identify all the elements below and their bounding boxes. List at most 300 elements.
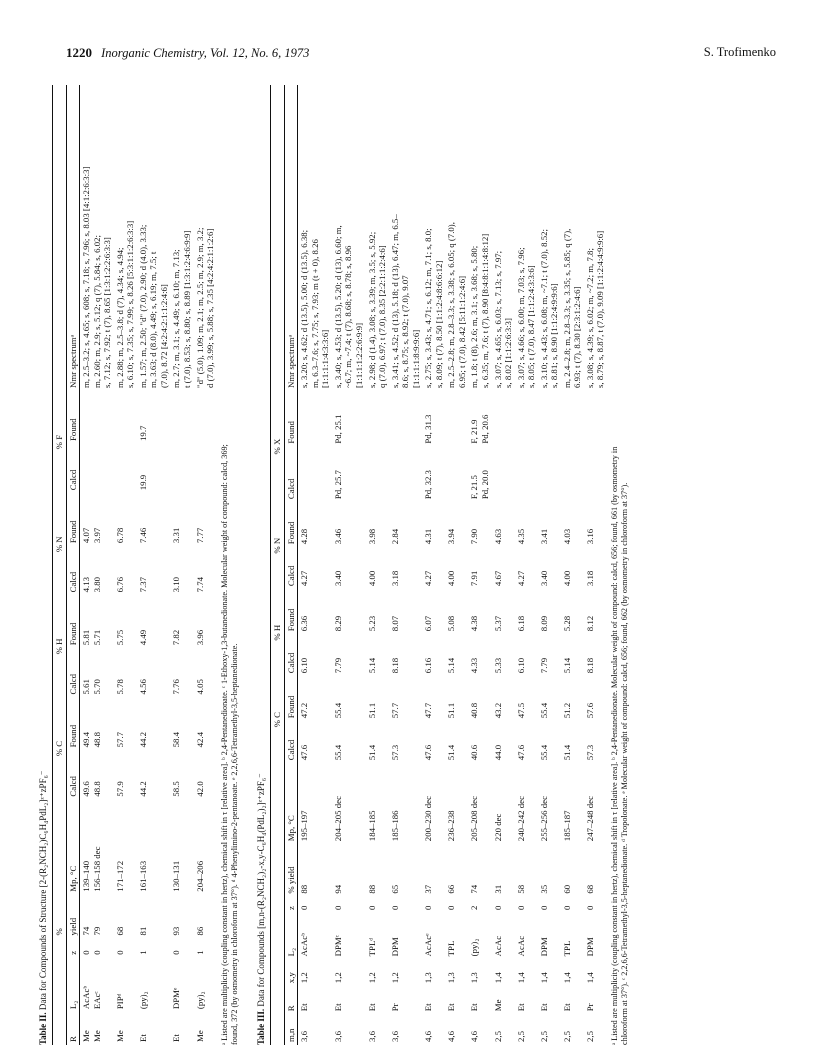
table-3-cell: 57.3 xyxy=(389,744,400,761)
table-3-cell: 4.27 xyxy=(423,570,434,587)
table-3-column-header: Calcd xyxy=(285,652,296,674)
table-3-cell: 55.4 xyxy=(332,702,343,719)
table-3-cell: 3.41 xyxy=(538,528,549,545)
table-3-cell: AcAcᵇ xyxy=(299,933,310,957)
table-3-column-header: z xyxy=(285,906,296,911)
table-2-caption xyxy=(38,85,49,1045)
table-3-cell: Et xyxy=(332,1003,343,1012)
table-3-cell xyxy=(584,391,607,447)
table-2-column-header: Found xyxy=(67,622,78,646)
table-3-row xyxy=(492,85,515,1045)
table-3-row xyxy=(515,85,538,1045)
table-2-cell xyxy=(80,391,114,444)
table-3-cell: 55.4 xyxy=(538,702,549,719)
table-3-cell: 58 xyxy=(515,884,526,894)
table-2-cell xyxy=(170,444,193,493)
table-3-cell: Pd, 32.3 xyxy=(423,470,434,500)
table-2-column-header: z xyxy=(67,950,78,955)
table-3-cell: 4.67 xyxy=(492,570,503,587)
table-3-cell: 247–248 dec xyxy=(584,796,595,842)
table-3-cell: 0 xyxy=(515,905,526,911)
table-3-cell xyxy=(445,447,468,503)
table-3-cell: 57.7 xyxy=(389,702,400,719)
table-3-cell: 5.37 xyxy=(492,615,503,632)
table-3-cell: 240–242 dec xyxy=(515,796,526,842)
table-3-cell: s, 3.07; s, 4.66; s, 6.00; m, 7.03; s, 7.96; s, 8.05; t (7.0), 8.47 [1:1:2:4:3:3:6] xyxy=(515,247,537,388)
table-3-column-header: x,y xyxy=(285,972,296,984)
table-2-cell: 139–140 156–158 dec xyxy=(81,846,102,892)
table-3-cell: 8.07 xyxy=(389,615,400,632)
table-3-cell: 0 xyxy=(492,905,503,911)
table-3-cell: 47.7 xyxy=(423,702,434,719)
table-3-cell: 51.1 xyxy=(366,702,377,719)
table-2-cell: m, 2.5–3.2; s, 4.65; s, 608; s, 7.18; s, 7.96; s, 8.03 [4:1:2:6:3:3] m, 2.60; m, 2.9; s, 5.12; q (7), 5.84; s, 6.02; s, 7.12; s, 7.92; t (7), 8.65 [1:3:1:2:2:6:3:3] xyxy=(81,166,113,388)
table-3-cell: 1,4 xyxy=(492,972,503,984)
table-3-row xyxy=(561,85,584,1045)
table-2-cell: 7.46 xyxy=(137,527,148,544)
table-3-cell: 35 xyxy=(538,884,549,894)
table-3-cell: 88 xyxy=(299,884,310,894)
table-2-cell: 171–172 xyxy=(114,860,125,892)
table-3-cell: 3.94 xyxy=(446,528,457,545)
table-3-cell: 0 xyxy=(423,905,434,911)
table-3-caption xyxy=(256,85,267,1045)
table-2-cell xyxy=(80,444,114,493)
table-3-cell: Pd, 31.3 xyxy=(423,414,434,444)
table-3-row xyxy=(445,85,468,1045)
table-3-group-n: % N xyxy=(272,537,283,554)
table-2-cell: 1 xyxy=(194,950,205,955)
table-3-cell: 200–230 dec xyxy=(423,796,434,842)
table-3-column-header: Found xyxy=(285,421,296,444)
table-3-cell: AcAcᵉ xyxy=(423,933,434,957)
table-3-cell: 3,6 xyxy=(299,1031,310,1042)
table-2-cell: Me xyxy=(114,1030,125,1042)
table-3-cell: 1,4 xyxy=(515,972,526,984)
table-3-cell: s, 3.41; s, 4.52; d (13), 5.18; d (13), 6.47; m, 6.5– 8.6; s, 8.75; s, 8.92; t (7.0), 9.07 [1:1:1:1:8:9:9:6] xyxy=(389,214,421,388)
table-3-cell: 4.63 xyxy=(492,528,503,545)
table-3-cell: Et xyxy=(423,1003,434,1012)
table-2-cell: 6.76 xyxy=(114,576,125,593)
table-3-cell: 0 xyxy=(561,905,572,911)
table-3-cell: s, 3.08; s, 4.39; s, 6.02; m, ~7.2; m, 7.8; s, 8.79; s, 8.87, t (7.0), 9.09 [1:1:2:4:4:9:9:6] xyxy=(584,230,606,388)
table-3-cell: 4.00 xyxy=(366,570,377,587)
table-3-column-header: L₂ xyxy=(285,947,296,957)
table-3-cell: 3.16 xyxy=(584,528,595,545)
table-2-row xyxy=(137,85,171,1045)
table-2-column-header: Found xyxy=(67,724,78,748)
running-head xyxy=(66,45,776,67)
table-3-cell: 1,4 xyxy=(584,972,595,984)
table-3-cell: 3.18 xyxy=(389,570,400,587)
table-3-cell: 2,5 xyxy=(561,1031,572,1042)
table-3-cell: 4,6 xyxy=(423,1031,434,1042)
table-3-cell: 3.46 xyxy=(332,528,343,545)
table-3-cell: 66 xyxy=(446,884,457,894)
table-2-cell: DPMᵉ xyxy=(171,987,182,1010)
table-3-cell: 1,3 xyxy=(446,972,457,984)
table-3-cell xyxy=(298,391,332,447)
table-3-cell: 44.0 xyxy=(492,744,503,761)
table-3-cell: 0 xyxy=(538,905,549,911)
table-3-cell: 236–238 xyxy=(446,810,457,842)
table-2-cell: 4.05 xyxy=(194,679,205,695)
table-3-grid xyxy=(270,85,607,1045)
table-3-cell: 255–256 dec xyxy=(538,796,549,842)
table-3-cell xyxy=(366,391,389,447)
table-3-cell: 6.10 xyxy=(515,657,526,674)
table-3-column-header: Nmr spectrumᵃ xyxy=(285,335,296,388)
table-3-cell: 8.29 xyxy=(332,615,343,632)
table-3-cell: Et xyxy=(446,1003,457,1012)
table-2-column-header: yield xyxy=(67,917,78,936)
table-3-cell: 6.18 xyxy=(515,615,526,632)
table-3-cell: 31 xyxy=(492,884,503,894)
table-3-cell: 2.84 xyxy=(389,528,400,545)
table-3-cell: 3,6 xyxy=(366,1031,377,1042)
table-3-group-h: % H xyxy=(272,624,283,641)
table-3-cell xyxy=(492,391,515,447)
table-3-cell: 3,6 xyxy=(389,1031,400,1042)
table-3-cell: 8.09 xyxy=(538,615,549,632)
table-3-cell: Et xyxy=(299,1003,310,1012)
table-2-cell: (py)₂ xyxy=(194,991,205,1010)
table-3-cell: Pd, 25.7 xyxy=(332,470,343,500)
table-3-cell: 4.27 xyxy=(299,570,310,587)
table-3-cell: 1,2 xyxy=(332,972,343,984)
table-2-cell: 5.78 xyxy=(114,679,125,695)
table-3-column-header: m,n xyxy=(285,1028,296,1042)
table-3-cell: 55.4 xyxy=(332,744,343,761)
table-3-cell: 51.4 xyxy=(366,744,377,761)
table-3-cell: 1,3 xyxy=(469,972,480,984)
table-2-cell: 58.5 xyxy=(171,781,182,797)
table-2-group-h: % H xyxy=(54,638,64,655)
table-2-cell: 19.7 xyxy=(137,425,148,441)
table-3-cell: 2,5 xyxy=(515,1031,526,1042)
table-3-cell: 3.40 xyxy=(332,570,343,587)
table-3-cell: 4,6 xyxy=(469,1031,480,1042)
table-3-cell: 4.28 xyxy=(299,528,310,545)
table-3-cell: 1,2 xyxy=(366,972,377,984)
table-3-cell: 0 xyxy=(584,905,595,911)
table-3-cell: DPM xyxy=(389,937,400,957)
table-3-column-header: R xyxy=(285,1005,296,1012)
table-3-cell: 1,3 xyxy=(423,972,434,984)
table-2-cell: 42.4 xyxy=(194,731,205,748)
table-3-cell: 0 xyxy=(446,905,457,911)
table-3-cell: 8.12 xyxy=(584,615,595,632)
table-3-cell: 6.16 xyxy=(423,657,434,674)
table-3-cell xyxy=(538,447,561,503)
table-3-cell: s, 3.40; s, 4.53; d (13.5), 5.20; d (13), 6.60; m, ~6.7; m, ~7.4; t (7), 8.68; s, 8.78; s, 8.96 [1:1:1:1:2:2:6:9:9] xyxy=(332,225,364,388)
table-2-cell: 49.4 48.8 xyxy=(81,731,102,748)
table-2-cell xyxy=(194,444,217,493)
table-2-row xyxy=(170,85,193,1045)
table-3-cell: AcAc xyxy=(515,935,526,957)
table-2-row xyxy=(114,85,137,1045)
table-3-cell: 65 xyxy=(389,884,400,894)
table-2-cell: 86 xyxy=(194,926,205,936)
table-2-cell xyxy=(114,444,137,493)
table-3-cell xyxy=(389,391,423,447)
table-3-cell: F, 21.5 Pd, 20.0 xyxy=(469,470,490,500)
table-3-group-x: % X xyxy=(272,438,283,455)
table-3-cell: (py)₂ xyxy=(469,938,480,957)
table-2-cell: 1 xyxy=(137,950,148,955)
table-2-cell: 204–206 xyxy=(194,860,205,892)
table-3-column-header: Calcd xyxy=(285,565,296,587)
table-3-cell: 5.14 xyxy=(561,657,572,674)
table-3-cell: 40.8 xyxy=(469,702,480,719)
table-2-cell xyxy=(114,391,137,444)
table-3-cell: 5.23 xyxy=(366,615,377,632)
table-3-footnotes: ᵃ Listed are multiplicity (coupling constant in hertz), chemical shift in τ [relative area]. ᵇ 2,4-Pentanedionate. Molecular weight of compound: calcd, 656; found, 661 (by osmometry in chloroform at 37°). ᶜ 2,2,6,6-Tetramethyl-3,5-heptanedionate. ᵈ Tropolonate. ᵉ Molecular weight of compound: calcd, 656; found, 662 (by osmometry in chloroform at 37°). xyxy=(610,446,630,1045)
table-3-cell: 3.40 xyxy=(538,570,549,587)
table-3-cell: 2,5 xyxy=(538,1031,549,1042)
table-3-cell: 3,6 xyxy=(332,1031,343,1042)
table-3-cell: 47.6 xyxy=(515,744,526,761)
table-3-column-header: Calcd xyxy=(285,478,296,500)
table-2-cell: 3.10 xyxy=(171,576,182,593)
table-3-cell: 8.18 xyxy=(389,657,400,674)
table-3-cell: m, 2.4–2.8; m, 2.8–3.3; s, 3.35; s, 5.85; q (7), 6.93; t (7), 8.30 [2:3:1:2:4:6] xyxy=(561,228,583,388)
table-3-cell: 37 xyxy=(423,884,434,894)
table-2-cell: 7.77 xyxy=(194,527,205,544)
table-2-title: Data for Compounds of Structure [2-(R₂NCH₂)C₆H₄PdL₂]ᶻ⁺zPF₆⁻ xyxy=(38,770,48,1011)
table-2-cell: Me Me xyxy=(81,1030,102,1042)
table-3-cell: 68 xyxy=(584,884,595,894)
table-3-cell: 57.6 xyxy=(584,702,595,719)
table-2-cell: 68 xyxy=(114,926,125,936)
table-3-cell: m, 2.5–2.8; m, 2.8–3.3; s, 3.38; s, 6.05; q (7.0), 6.95; t (7.0), 8.42 [5:11:1:2:4:6] xyxy=(446,222,467,388)
table-2 xyxy=(38,85,240,1045)
table-3-cell: 4.33 xyxy=(469,657,480,674)
table-2-cell: "d" (5.0), 1.09; m, 2.1; m, 2.5; m, 2.9; m, 3.2; d (7.0), 3.99; s, 5.88; s, 7.35 [4:2:4:2:1:1:2:6] xyxy=(194,227,216,388)
table-3-cell: 6.10 xyxy=(299,657,310,674)
table-3-cell: 1,2 xyxy=(389,972,400,984)
table-3-cell xyxy=(561,447,584,503)
table-3-cell: 195–197 xyxy=(299,810,310,842)
table-3-column-header: Mp, °C xyxy=(285,815,296,842)
table-3-row xyxy=(389,85,423,1045)
table-3-cell: 4,6 xyxy=(446,1031,457,1042)
table-2-column-header: Calcd xyxy=(67,571,78,593)
table-3-cell: 2 xyxy=(469,905,480,911)
table-3-column-header: Found xyxy=(285,695,296,719)
table-3-cell: 7.91 xyxy=(469,570,480,587)
table-3-cell: s, 3.07; s, 4.65; s, 6.03; s, 7.13; s, 7.97; s, 8.02 [1:1:2:6:3:3] xyxy=(492,250,514,388)
table-3-cell: 51.2 xyxy=(561,702,572,719)
table-3-cell: 184–185 xyxy=(366,810,377,842)
table-3-cell xyxy=(298,447,332,503)
table-3-group-c: % C xyxy=(272,712,283,728)
table-2-cell: 19.9 xyxy=(137,474,148,491)
table-3-cell: F, 21.9 Pd, 20.6 xyxy=(469,414,490,444)
table-3-cell: 4.03 xyxy=(561,528,572,545)
table-2-cell: 4.13 3.80 xyxy=(81,576,102,593)
table-3-label: Table III. xyxy=(256,1008,267,1045)
table-3-cell: 2,5 xyxy=(584,1031,595,1042)
table-3-cell: 205–208 dec xyxy=(469,796,480,842)
table-3-cell: 74 xyxy=(469,884,480,894)
table-2-cell: 5.75 xyxy=(114,629,125,646)
table-2-cell: 7.37 xyxy=(137,576,148,593)
table-3-cell xyxy=(561,391,584,447)
table-3-cell xyxy=(389,447,423,503)
table-3-cell: 5.14 xyxy=(446,657,457,674)
table-2-footnotes: ᵃ Listed are multiplicity (coupling constant in hertz), chemical shift in τ [relative area]. ᵇ 2,4-Pentanedionate. ᶜ 1-Ethoxy-1,3-butanedionate. Molecular weight of compound: calcd, 369; found, 372 (by osmometry in chloroform at 37°). ᵈ 4-Phenylimino-2-pentanoate. ᵉ 2,2,6,6-Tetramethyl-3,5-heptanedionate. xyxy=(219,444,239,1045)
table-3-cell: 55.4 xyxy=(538,744,549,761)
table-3-cell: 47.5 xyxy=(515,702,526,719)
table-3-cell: 4.27 xyxy=(515,570,526,587)
rotated-tables xyxy=(38,85,778,1045)
table-3-cell: 0 xyxy=(332,905,343,911)
table-2-cell: 4.56 xyxy=(137,679,148,695)
table-3-cell: 5.28 xyxy=(561,615,572,632)
table-2-column-header: Calcd xyxy=(67,469,78,491)
table-2-column-header: R xyxy=(67,1036,78,1042)
table-2-column-header: Nmr spectrumᵃ xyxy=(67,335,78,388)
table-3-cell: TPL xyxy=(446,940,457,957)
table-2-cell: 74 79 xyxy=(81,926,102,936)
table-2-cell: (py)₂ xyxy=(137,991,148,1010)
table-3-cell: 185–186 xyxy=(389,810,400,842)
table-3-column-header: Found xyxy=(285,608,296,632)
table-2-cell: 6.78 xyxy=(114,527,125,544)
table-3-cell: 3.98 xyxy=(366,528,377,545)
table-3-cell: 57.3 xyxy=(584,744,595,761)
table-3-cell: 220 dec xyxy=(492,813,503,842)
table-2-cell: m, 1.57; m, 2.50; "d" (7.0), 2.90; d (4.0), 3.33; m, 3.63; d (8.0), 4.49; s, 6.19; m, 7.5; t (7.0), 8.72 [4:2:4:2:1:1:2:4:6] xyxy=(137,224,169,388)
table-2-cell: 93 xyxy=(171,926,182,936)
table-3-column-header: Calcd xyxy=(285,739,296,761)
table-3-cell: 94 xyxy=(332,884,343,894)
table-2-cell: 44.2 xyxy=(137,781,148,797)
table-2-column-header: L₂ xyxy=(67,1000,78,1010)
table-3-row xyxy=(422,85,445,1045)
table-3-cell: Me xyxy=(492,999,503,1012)
table-2-cell: 4.49 xyxy=(137,629,148,646)
table-2-cell: 7.82 xyxy=(171,629,182,646)
table-3-cell xyxy=(584,447,607,503)
table-2-cell: 7.74 xyxy=(194,576,205,593)
table-2-cell: 42.0 xyxy=(194,781,205,797)
table-3-cell: 1,2 xyxy=(299,972,310,984)
table-2-cell xyxy=(170,391,193,444)
table-2-cell: 161–163 xyxy=(137,860,148,892)
table-2-cell: 130–131 xyxy=(171,860,182,892)
table-2-cell: 5.61 5.70 xyxy=(81,679,102,695)
table-3-cell: s, 3.20; s, 4.62; d (13.5), 5.00; d (13.5), 6.38; m, 6.3–7.6; s, 7.75; s, 7.93; m (t + 0), 8.26 [1:1:1:1:4:3:3:6] xyxy=(299,229,331,388)
table-2-cell: 57.7 xyxy=(114,731,125,748)
table-3-cell: 1,4 xyxy=(561,972,572,984)
page-number: 1220 xyxy=(66,45,92,60)
table-2-cell: PIPᵈ xyxy=(114,993,125,1010)
table-2-cell: 44.2 xyxy=(137,731,148,748)
table-3-cell: 4.35 xyxy=(515,528,526,545)
table-2-group-pct: % xyxy=(54,928,64,936)
table-2-cell: 3.31 xyxy=(171,527,182,544)
table-2-cell: 7.76 xyxy=(171,679,182,695)
table-2-column-header: Found xyxy=(67,418,78,441)
table-3-cell: 40.6 xyxy=(469,744,480,761)
table-3-cell: Pr xyxy=(389,1003,400,1012)
table-3-cell: 51.1 xyxy=(446,702,457,719)
table-3-cell: Et xyxy=(515,1003,526,1012)
table-3-row xyxy=(468,85,491,1045)
table-3-cell: Et xyxy=(561,1003,572,1012)
table-2-cell: m, 2.7; m, 3.1; s, 4.49; s, 6.10; m, 7.13; t (7.0), 8.53; s, 8.80; s, 8.89 [1:3:1:2:4:6:9:9] xyxy=(171,230,193,388)
table-3-cell xyxy=(538,391,561,447)
table-2-column-header: Calcd xyxy=(67,673,78,695)
table-3-cell xyxy=(515,447,538,503)
table-2-group-c: % C xyxy=(54,740,64,757)
table-3-cell: 2,5 xyxy=(492,1031,503,1042)
table-3-row xyxy=(366,85,389,1045)
table-3-cell: 1,4 xyxy=(538,972,549,984)
table-3-cell: 3.18 xyxy=(584,570,595,587)
table-2-cell: Me xyxy=(194,1030,205,1042)
table-3-row xyxy=(332,85,366,1045)
table-3-cell: Pd, 25.1 xyxy=(332,414,343,444)
author-name: S. Trofimenko xyxy=(703,45,776,59)
table-3-cell: 204–205 dec xyxy=(332,796,343,842)
table-2-cell xyxy=(194,391,217,444)
table-3-cell: m, 1.8; t (8), 2.6; m, 3.1; s, 3.68; s, 5.80; s, 6.35; m, 7.6; t (7), 8.90 [8:4:8:1:1:4:8:12] xyxy=(469,233,490,388)
table-3-cell: 185–187 xyxy=(561,810,572,842)
table-2-cell: 0 xyxy=(114,950,125,955)
table-3-cell: 88 xyxy=(366,884,377,894)
table-2-group-f: % F xyxy=(54,434,64,450)
table-3-cell: TPLᵈ xyxy=(366,937,377,957)
table-3-column-header: Found xyxy=(285,521,296,545)
table-2-cell: 0 xyxy=(171,950,182,955)
table-3-cell: 7.90 xyxy=(469,528,480,545)
table-3-cell: 47.6 xyxy=(423,744,434,761)
table-3-cell: s, 2.98; d (1.4), 3.08; s, 3.39; m, 3.5; s, 5.92; q (7.0), 6.97; t (7.0), 8.35 [2:2:1:1:2:4:6] xyxy=(366,231,388,388)
table-2-row xyxy=(194,85,217,1045)
table-2-cell: Et xyxy=(171,1034,182,1042)
table-3-column-header: % yield xyxy=(285,866,296,894)
table-3-cell: DPMᶜ xyxy=(332,934,343,957)
table-3-cell: DPM xyxy=(584,937,595,957)
table-3-cell xyxy=(366,447,389,503)
table-3-cell: 4.31 xyxy=(423,528,434,545)
table-3-cell: 8.18 xyxy=(584,657,595,674)
table-3-title: Data for Compounds [m,n-(R₂NCH₂)₂-x,y-C₆H₄(PdL₂)₂]ᶻ⁺zPF₆⁻ xyxy=(256,773,267,1007)
table-3-cell: 60 xyxy=(561,884,572,894)
table-2-cell: 57.9 xyxy=(114,781,125,797)
table-3-cell: 5.33 xyxy=(492,657,503,674)
table-3-cell: 4.00 xyxy=(446,570,457,587)
table-2-cell: 4.07 3.97 xyxy=(81,527,102,544)
table-3-cell: 47.6 xyxy=(299,744,310,761)
table-2-cell: 49.6 48.8 xyxy=(81,781,102,797)
table-3-cell: 6.36 xyxy=(299,615,310,632)
table-2-cell: 81 xyxy=(137,926,148,936)
table-3-cell: 7.79 xyxy=(332,657,343,674)
table-3-cell: 51.4 xyxy=(561,744,572,761)
table-2-cell: AcAcᵇ EAcᶜ xyxy=(81,985,102,1010)
table-3-cell xyxy=(492,447,515,503)
table-3-cell: 0 xyxy=(366,905,377,911)
table-2-cell: 58.4 xyxy=(171,731,182,748)
table-3-cell: 4.00 xyxy=(561,570,572,587)
table-2-label: Table II. xyxy=(38,1012,48,1045)
table-3-cell: Et xyxy=(538,1003,549,1012)
table-2-cell: 5.81 5.71 xyxy=(81,629,102,646)
